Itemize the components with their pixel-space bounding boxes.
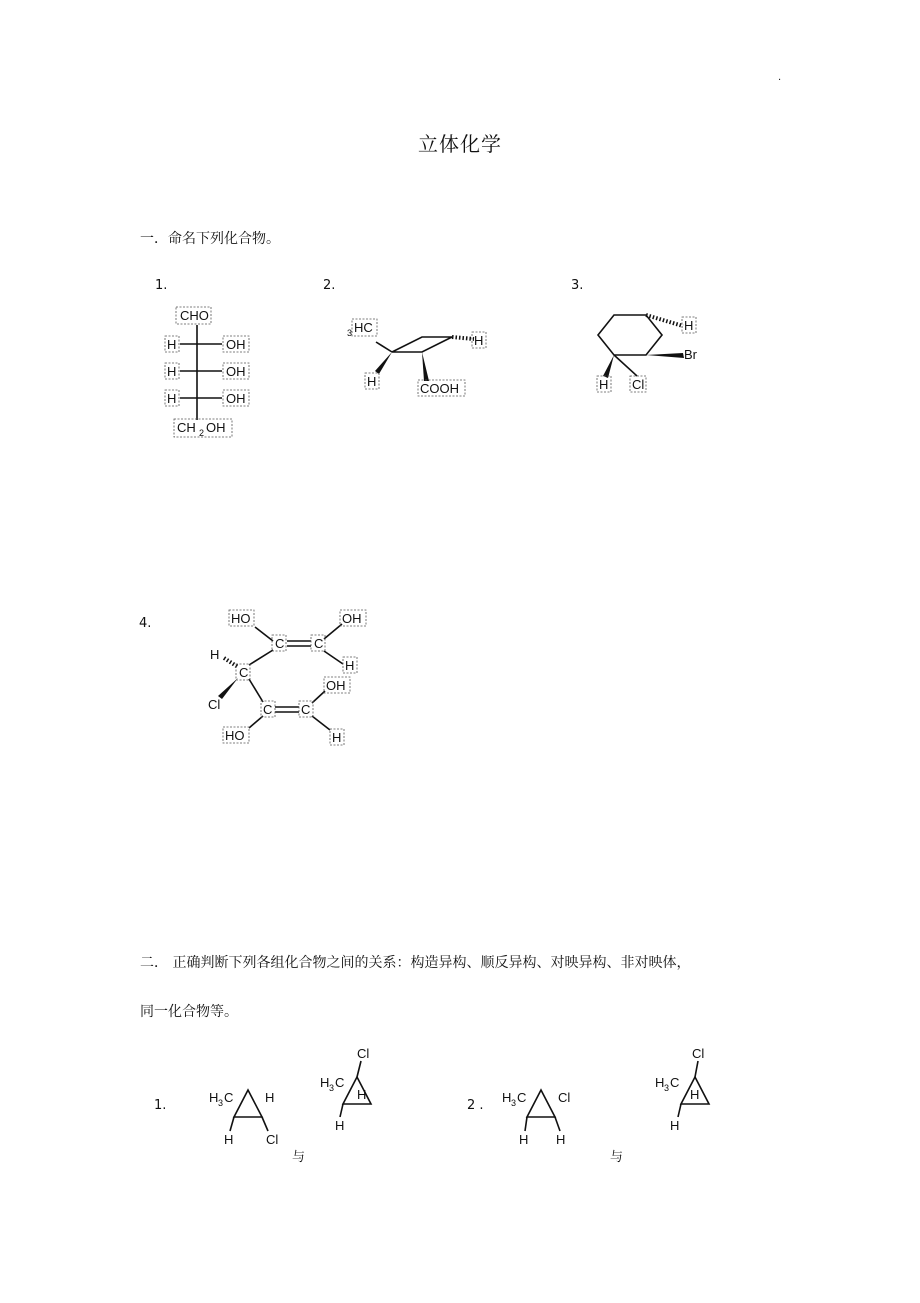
methyl-subscript: 3 [218, 1098, 224, 1108]
bond [525, 1117, 527, 1131]
cyclobutane-h-label: H [367, 374, 377, 389]
bond [255, 627, 273, 641]
cooh-label: COOH [420, 381, 459, 396]
item-3-label: 3. [571, 278, 584, 293]
bond [357, 1061, 361, 1077]
methyl-subscript: 3 [347, 328, 353, 338]
methyl-c: C [224, 1090, 234, 1105]
cyclobutane-h-label: H [474, 333, 484, 348]
fischer-h-label: H [167, 364, 177, 379]
corner-mark: . [778, 72, 782, 83]
methyl-h: H [502, 1090, 512, 1105]
page-title: 立体化学 [418, 132, 502, 156]
methyl-c: C [670, 1075, 680, 1090]
h-label: H [265, 1090, 275, 1105]
carbon-label: C [263, 702, 273, 717]
wedge-bond [422, 352, 429, 381]
bond [324, 624, 342, 639]
fischer-h-label: H [167, 391, 177, 406]
pair-2-connector: 与 [610, 1150, 624, 1165]
h-label: H [556, 1132, 566, 1147]
methyl-c: C [335, 1075, 345, 1090]
methyl-h: H [320, 1075, 330, 1090]
wedge-bond [646, 353, 684, 358]
bond [230, 1117, 234, 1131]
methyl-bond [376, 342, 392, 352]
cyclopropane-ring [527, 1090, 555, 1117]
carbon-label: C [239, 665, 249, 680]
cyclohexane-h-label: H [599, 377, 609, 392]
methyl-c: C [517, 1090, 527, 1105]
pair-1-connector: 与 [292, 1150, 306, 1165]
fischer-oh-label: OH [226, 364, 246, 379]
bond [678, 1104, 681, 1117]
methyl-subscript: 3 [511, 1098, 517, 1108]
bond [262, 1117, 268, 1131]
item-2-label: 2. [323, 278, 336, 293]
cl-label: Cl [558, 1090, 571, 1105]
cl-label: Cl [266, 1132, 279, 1147]
cl-label: Cl [357, 1046, 370, 1061]
cyclohexane-h-label: H [684, 318, 694, 333]
carbon-label: C [314, 636, 324, 651]
fischer-ch2oh-oh: OH [206, 420, 226, 435]
h-label: H [357, 1087, 367, 1102]
cl-label: Cl [692, 1046, 705, 1061]
bond [340, 1104, 343, 1117]
fischer-oh-label: OH [226, 337, 246, 352]
carbon-label: C [275, 636, 285, 651]
bond [324, 651, 343, 664]
br-label: Br [684, 347, 697, 362]
fischer-oh-label: OH [226, 391, 246, 406]
section-2-heading-line-2: 同一化合物等。 [140, 1004, 238, 1020]
hashed-bond [224, 658, 238, 667]
cyclohexane-ring [598, 315, 662, 355]
item-4-label: 4. [139, 616, 152, 631]
h-label: H [224, 1132, 234, 1147]
cyclopropane-ring [234, 1090, 262, 1117]
bond [312, 691, 325, 703]
oh-label: OH [342, 611, 362, 626]
h-label: H [690, 1087, 700, 1102]
fischer-ch2oh-ch: CH [177, 420, 196, 435]
h-label: H [670, 1118, 680, 1133]
h-label: H [210, 647, 220, 662]
carbon-label: C [301, 702, 311, 717]
section-1-heading: 一．命名下列化合物。 [140, 231, 280, 247]
fischer-h-label: H [167, 337, 177, 352]
bond [695, 1061, 698, 1077]
methyl-h: H [655, 1075, 665, 1090]
h-label: H [345, 658, 355, 673]
cl-bond [614, 355, 637, 376]
h-label: H [335, 1118, 345, 1133]
hashed-bond [452, 337, 474, 339]
bond [249, 716, 263, 728]
section-2-heading-line-1: 二． 正确判断下列各组化合物之间的关系：构造异构、顺反异构、对映异构、非对映体， [140, 955, 691, 971]
oh-label: OH [326, 678, 346, 693]
pair-2-label: 2 . [467, 1098, 484, 1113]
methyl-h: H [209, 1090, 219, 1105]
wedge-bond [218, 678, 238, 699]
bond [249, 679, 263, 702]
bond [312, 716, 330, 730]
h-label: H [519, 1132, 529, 1147]
methyl-subscript: 3 [664, 1083, 670, 1093]
bond [555, 1117, 560, 1131]
h-label: H [332, 730, 342, 745]
wedge-bond [603, 355, 614, 378]
cl-label: Cl [632, 377, 645, 392]
item-1-label: 1. [155, 278, 168, 293]
cl-label: Cl [208, 697, 221, 712]
methyl-subscript: 3 [329, 1083, 335, 1093]
fischer-cho-label: CHO [180, 308, 209, 323]
ho-label: HO [225, 728, 245, 743]
hashed-bond [646, 315, 683, 326]
cyclobutane-ring [392, 337, 452, 352]
pair-1-label: 1. [154, 1098, 167, 1113]
ho-label: HO [231, 611, 251, 626]
methyl-label: HC [354, 320, 373, 335]
wedge-bond [375, 352, 392, 374]
bond [249, 650, 273, 665]
fischer-ch2oh-subscript: 2 [199, 428, 205, 438]
